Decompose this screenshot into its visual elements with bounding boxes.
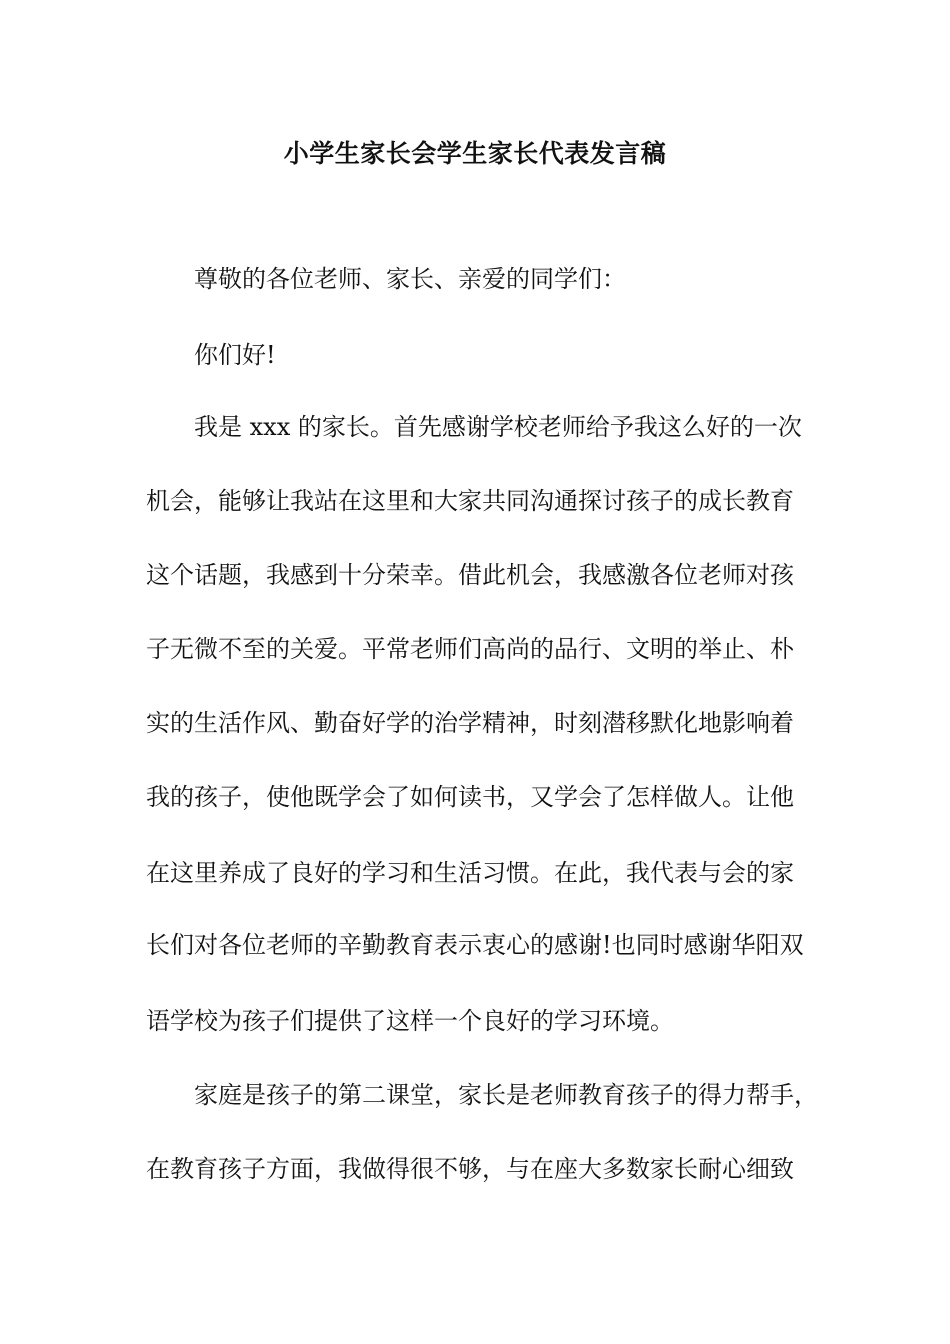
paragraph-line: 我的孩子，使他既学会了如何读书，又学会了怎样做人。让他 <box>146 783 794 811</box>
paragraph-line: 机会，能够让我站在这里和大家共同沟通探讨孩子的成长教育 <box>146 487 794 515</box>
salutation-line: 尊敬的各位老师、家长、亲爱的同学们： <box>194 265 626 293</box>
greeting-line: 你们好! <box>194 341 276 369</box>
paragraph-line: 我是 xxx 的家长。首先感谢学校老师给予我这么好的一次 <box>194 413 802 441</box>
paragraph-line: 长们对各位老师的辛勤教育表示衷心的感谢!也同时感谢华阳双 <box>146 931 804 959</box>
paragraph-line: 家庭是孩子的第二课堂，家长是老师教育孩子的得力帮手， <box>194 1081 818 1109</box>
paragraph-line: 在教育孩子方面，我做得很不够，与在座大多数家长耐心细致 <box>146 1155 794 1183</box>
paragraph-line: 子无微不至的关爱。平常老师们高尚的品行、文明的举止、朴 <box>146 635 794 663</box>
paragraph-line: 语学校为孩子们提供了这样一个良好的学习环境。 <box>146 1007 674 1035</box>
paragraph-line: 在这里养成了良好的学习和生活习惯。在此，我代表与会的家 <box>146 859 794 887</box>
document-title: 小学生家长会学生家长代表发言稿 <box>283 139 667 168</box>
paragraph-line: 实的生活作风、勤奋好学的治学精神，时刻潜移默化地影响着 <box>146 709 794 737</box>
paragraph-line: 这个话题，我感到十分荣幸。借此机会，我感激各位老师对孩 <box>146 561 794 589</box>
